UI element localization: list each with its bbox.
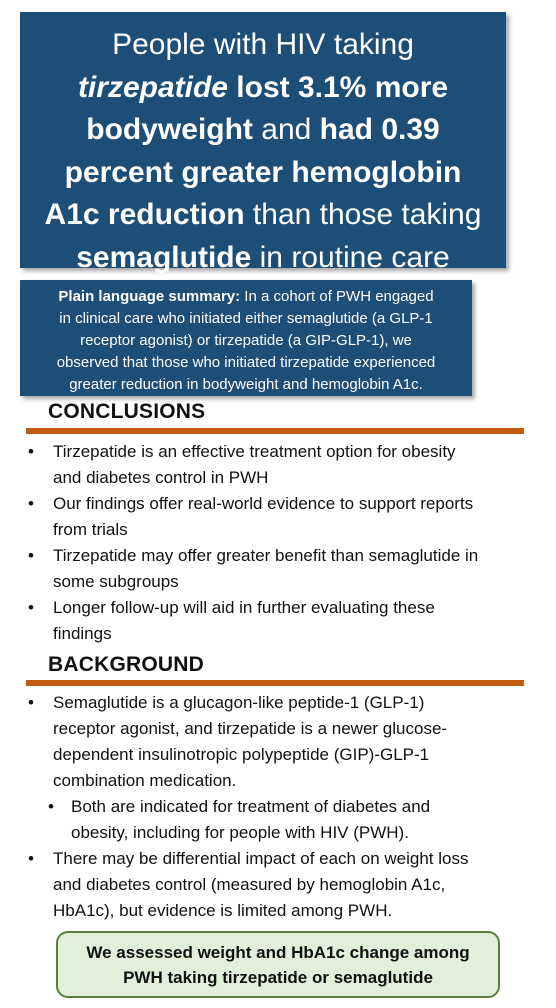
- plain-language-summary: [20, 280, 472, 396]
- list-item: • Semaglutide is a glucagon-like peptide-1 (GLP-1) receptor agonist, and tirzepatide is a newer glucose- dependent insulinotropic polypeptide (GIP)-GLP-1 combination medication.: [26, 690, 522, 794]
- bullet-icon: •: [28, 598, 34, 617]
- summary-label: Plain language summary:: [58, 288, 241, 305]
- conclusions-heading: CONCLUSIONS: [48, 400, 206, 423]
- headline-drug-tirzepatide: tirzepatide: [77, 70, 228, 104]
- list-item: • Our findings offer real-world evidence to support reports from trials: [26, 491, 522, 543]
- summary-line-4: observed that those who initiated tirzepatide experienced: [56, 354, 436, 371]
- bullet-icon: •: [28, 494, 34, 513]
- summary-line-1: Plain language summary: In a cohort of PWH engaged: [58, 288, 434, 305]
- background-list: [26, 690, 522, 924]
- bullet-icon: •: [28, 849, 34, 868]
- bullet-icon: •: [28, 442, 34, 461]
- headline-line-1: People with HIV taking: [112, 28, 414, 61]
- list-item: • Tirzepatide may offer greater benefit than semaglutide in some subgroups: [26, 543, 522, 595]
- list-item: • Tirzepatide is an effective treatment option for obesity and diabetes control in PWH: [26, 439, 522, 491]
- headline-line-3: bodyweight and had 0.39: [86, 113, 440, 146]
- assessment-line-1: We assessed weight and HbA1c change among: [86, 943, 470, 962]
- list-item: • There may be differential impact of each on weight loss and diabetes control (measured by hemoglobin A1c, HbA1c), but evidence is limited among PWH.: [26, 846, 522, 924]
- summary-line-3: receptor agonist) or tirzepatide (a GIP-GLP-1), we: [80, 332, 412, 349]
- summary-line-5: greater reduction in bodyweight and hemoglobin A1c.: [69, 376, 423, 393]
- summary-line-2: in clinical care who initiated either semaglutide (a GLP-1: [59, 310, 433, 327]
- headline-line-2: [20, 67, 506, 110]
- conclusions-divider: [26, 428, 524, 434]
- headline-line-6: semaglutide in routine care: [76, 240, 450, 274]
- headline-line-4: percent greater hemoglobin: [64, 155, 462, 189]
- list-item: • Longer follow-up will aid in further evaluating these findings: [26, 595, 522, 647]
- headline-weight-text: lost 3.1% more: [227, 70, 449, 104]
- headline-banner: [20, 12, 506, 274]
- bullet-icon: •: [28, 693, 34, 712]
- conclusions-list: [26, 439, 522, 647]
- bullet-icon: •: [48, 797, 54, 816]
- background-heading: BACKGROUND: [48, 653, 204, 676]
- bullet-icon: •: [28, 546, 34, 565]
- background-divider: [26, 680, 524, 686]
- assessment-callout: [56, 931, 500, 998]
- headline-line-5: A1c reduction than those taking: [44, 198, 482, 231]
- list-item: • Both are indicated for treatment of diabetes and obesity, including for people with HIV (PWH).: [26, 794, 522, 846]
- assessment-line-2: PWH taking tirzepatide or semaglutide: [123, 968, 433, 987]
